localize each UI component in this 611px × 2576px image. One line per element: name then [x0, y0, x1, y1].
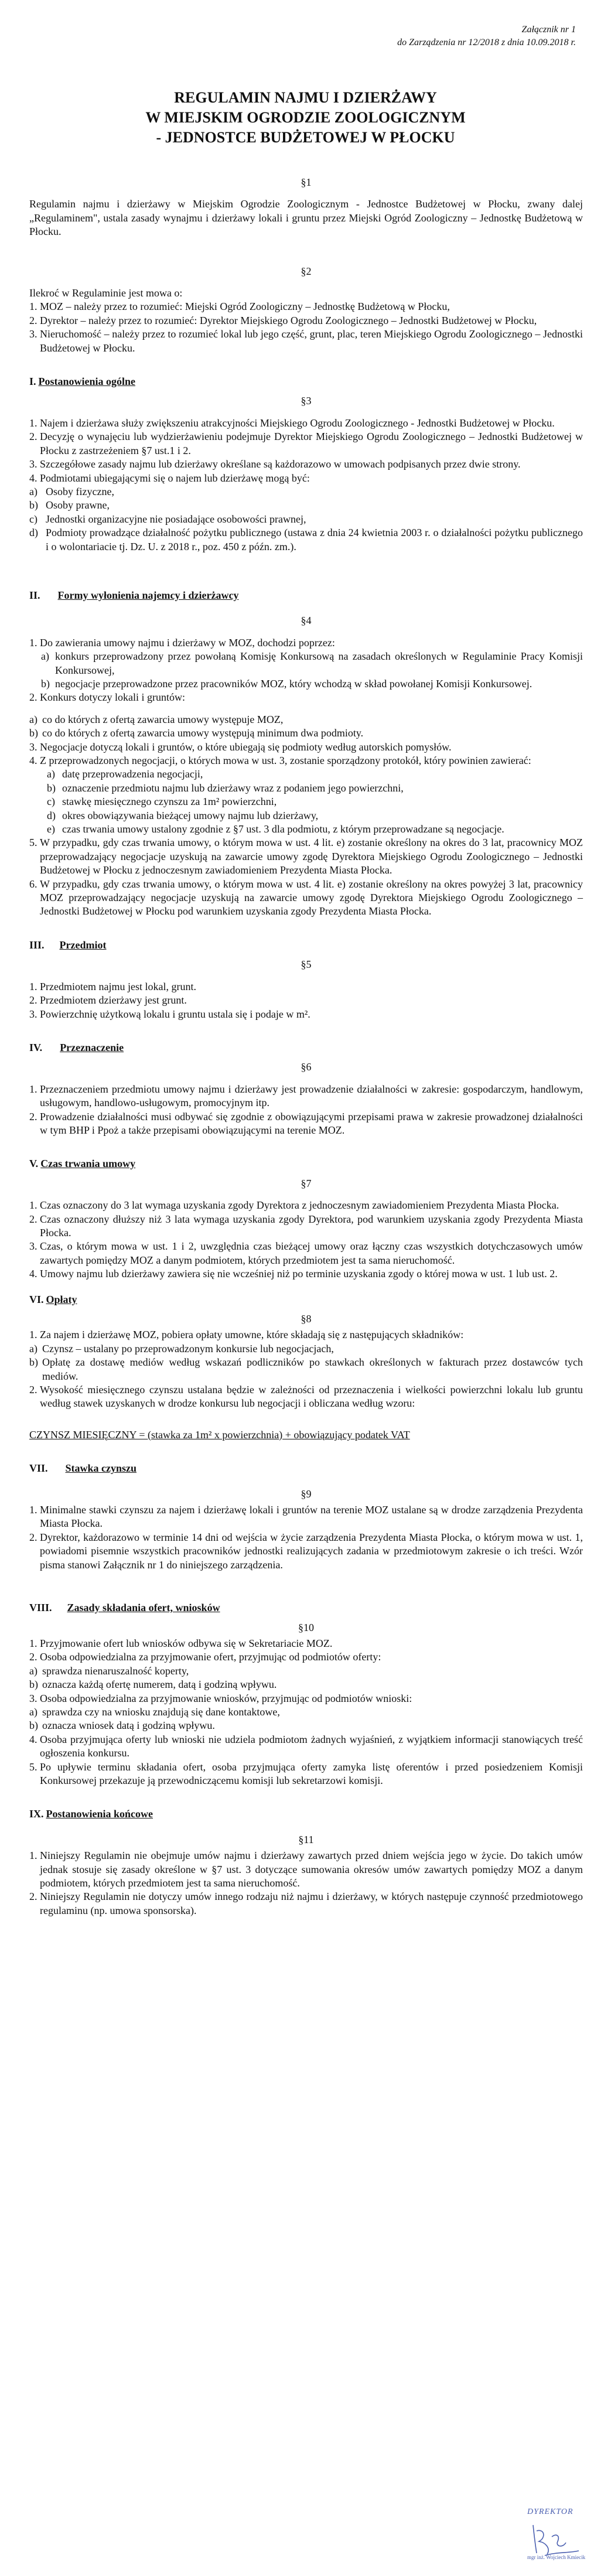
list-item: 2. Wysokość miesięcznego czynszu ustalana będzie w zależności od przeznaczenia i wielkości powierzchni lokalu lub gruntu według stawek uzyskanych w drodze konkursu lub negocjacji i obliczana według wzoru:: [29, 1384, 583, 1410]
paragraph-3-sublist: [29, 485, 583, 554]
list-item: 2. Prowadzenie działalności musi odbywać się zgodnie z obowiązującymi przepisami prawa w zakresie prowadzonej działalności w tym BHP i Ppoż a także przepisami obowiązującymi na terenie MOZ.: [29, 1110, 583, 1136]
title-line-2: W MIEJSKIM OGRODZIE ZOOLOGICZNYM: [145, 109, 466, 126]
list-item: 5. Po upływie terminu składania ofert, osoba przyjmująca oferty zamyka listę oferentów i przed posiedzeniem Komisji Konkursowej przekazuje ją przewodniczącemu komisji lub sekretarzowi komisji.: [29, 1760, 583, 1786]
list-item: 1. Najem i dzierżawa służy zwiększeniu atrakcyjności Miejskiego Ogrodu Zoologicznego - Jednostki Budżetowej w Płocku.: [29, 417, 555, 429]
list-item: a) Czynsz – ustalany po przeprowadzonym konkursie lub negocjacjach,: [29, 1342, 334, 1354]
list-item: 2. Konkurs dotyczy lokali i gruntów:: [29, 691, 185, 704]
list-item: 2. Dyrektor – należy przez to rozumieć: Dyrektor Miejskiego Ogrodu Zoologicznego – Jednostki Budżetowej w Płocku,: [29, 314, 537, 326]
list-item: 2. Osoba odpowiedzialna za przyjmowanie ofert, przyjmując od podmiotów oferty:: [29, 1651, 381, 1663]
definitions-list: [29, 300, 583, 355]
title-line-3: - JEDNOSTCE BUDŻETOWEJ W PŁOCKU: [156, 129, 455, 146]
list-item: a) konkurs przeprowadzony przez powołaną Komisję Konkursową na zasadach określonych w Regulaminie Pracy Komisji Konkursowej,: [41, 650, 583, 676]
list-item: b) Osoby prawne,: [29, 499, 110, 511]
list-item: b) Opłatę za dostawę mediów według wskazań podliczników po stawkach określonych w fakturach przez dostawców tych mediów.: [29, 1356, 583, 1382]
paragraph-3-list: [29, 417, 583, 485]
list-item: 1. Przeznaczeniem przedmiotu umowy najmu i dzierżawy jest prowadzenie działalności w zakresie: gospodarczym, handlowym, usługowym, handlowo-usługowym, promocyjnym itp.: [29, 1083, 583, 1109]
list-item: 5. W przypadku, gdy czas trwania umowy, o którym mowa w ust. 4 lit. e) zostanie określony na okres do 3 lat, pracownicy MOZ przeprowadzający negocjacje uzyskują na zawarcie umowy zgodę Dyrektora Miejskiego Ogrodu Zoologicznego – Jednostki Budżetowej w Płocku z jednoczesnym zawiadomieniem Prezydenta Miasta Płocka.: [29, 837, 583, 876]
list-item: 2. Decyzję o wynajęciu lub wydzierżawieniu podejmuje Dyrektor Miejskiego Ogrodu Zoologicznego – Jednostki Budżetowej w Płocku z zastrzeżeniem §7 ust.1 i 2.: [29, 431, 583, 456]
list-item: 2. Przedmiotem dzierżawy jest grunt.: [29, 994, 187, 1006]
rent-formula: CZYNSZ MIESIĘCZNY = (stawka za 1m² x powierzchnia) + obowiązujący podatek VAT: [29, 1428, 410, 1441]
paragraph-heading-10: §10: [298, 1621, 314, 1633]
signature-role: DYREKTOR: [527, 2507, 574, 2516]
list-item: b) negocjacje przeprowadzone przez pracowników MOZ, który wchodzą w skład powołanej Komisji Konkursowej.: [41, 677, 533, 690]
director-signature: [510, 2507, 586, 2566]
list-item: 4. Z przeprowadzonych negocjacji, o których mowa w ust. 3, zostanie sporządzony protokół, który powinien zawierać:: [29, 755, 531, 766]
paragraph-heading-4: §4: [301, 615, 312, 627]
list-item: 1. Przyjmowanie ofert lub wniosków odbywa się w Sekretariacie MOZ.: [29, 1637, 333, 1649]
list-item: 4. Umowy najmu lub dzierżawy zawiera się nie wcześniej niż po terminie uzyskania zgody o której mowa w ust. 1 lub ust. 2.: [29, 1268, 558, 1280]
list-item: d) Podmioty prowadzące działalność pożytku publicznego (ustawa z dnia 24 kwietnia 2003 r. o działalności pożytku publicznego i o wolontariacie tj. Dz. U. z 2018 r., poz. 450 z późn. zm.).: [29, 527, 583, 552]
list-item: a) Osoby fizyczne,: [29, 485, 114, 497]
list-item: 1. Niniejszy Regulamin nie obejmuje umów najmu i dzierżawy zawartych przed dniem wejścia jego w życie. Do takich umów jednak stosuje się zasady określone w §7 ust. 3 dotyczące sumowania okresów umów zawartych pomiędzy MOZ a danym podmiotem, których przedmiotem jest ta sama nieruchomość.: [29, 1850, 583, 1889]
list-item: 1. Minimalne stawki czynszu za najem i dzierżawę lokali i gruntów na terenie MOZ ustalane są w drodze zarządzenia Prezydenta Miasta Płocka.: [29, 1504, 583, 1530]
list-item: 2. Dyrektor, każdorazowo w terminie 14 dni od wejścia w życie zarządzenia Prezydenta Miasta Płocka, o którym mowa w ust. 1, powiadomi pisemnie wszystkich pracowników jednostki realizujących zadania w przedmiotowym zakresie o ich treści. Wzór pisma stanowi Załącznik nr 1 do niniejszego zarządzenia.: [29, 1531, 583, 1571]
paragraph-5-list: [29, 980, 583, 1021]
list-item: 3. Czas, o którym mowa w ust. 1 i 2, uwzględnia czas bieżącej umowy oraz łączny czas wszystkich dotychczasowych umów zawartych pomiędzy MOZ a danym podmiotem, których przedmiotem jest ta sama nieruchomość.: [29, 1240, 583, 1266]
section-heading-9: IX. Postanowienia końcowe: [29, 1808, 153, 1820]
list-item: d) okres obowiązywania bieżącej umowy najmu lub dzierżawy,: [47, 809, 319, 821]
list-item: 4. Osoba przyjmująca oferty lub wnioski nie udziela podmiotom żadnych wyjaśnień, z wyjątkiem informacji stanowiących treść ogłoszenia konkursu.: [29, 1733, 583, 1759]
section-heading-8: VIII. Zasady składania ofert, wniosków: [29, 1602, 220, 1614]
list-item: 4. Podmiotami ubiegającymi się o najem lub dzierżawę mogą być:: [29, 472, 310, 484]
list-item: 1. Czas oznaczony do 3 lat wymaga uzyskania zgody Dyrektora z jednoczesnym zawiadomieniem Prezydenta Miasta Płocka.: [29, 1199, 559, 1212]
list-item: 6. W przypadku, gdy czas trwania umowy, o którym mowa w ust. 4 lit. e) zostanie określony na okres powyżej 3 lat, pracownicy MOZ przeprowadzający negocjacje uzyskują na zawarcie umowy zgodę Dyrektora Miejskiego Ogrodu Zoologicznego – Jednostki Budżetowej w Płocku pod warunkiem uzyskania zgody Prezydenta Miasta Płocka.: [29, 878, 583, 917]
list-item: 1. MOZ – należy przez to rozumieć: Miejski Ogród Zoologiczny – Jednostkę Budżetową w Płocku,: [29, 301, 450, 313]
list-item: b) oznaczenie przedmiotu najmu lub dzierżawy wraz z podaniem jego powierzchni,: [47, 782, 404, 794]
list-item: 2. Niniejszy Regulamin nie dotyczy umów innego rodzaju niż najmu i dzierżawy, w których następuje czynność przedmiotowego regulaminu (np. umowa sponsorska).: [29, 1891, 583, 1916]
paragraph-heading-1: §1: [301, 176, 312, 188]
signature-name: mgr inż. Wojciech Kmiecik: [527, 2554, 586, 2560]
paragraph-1-text: Regulamin najmu i dzierżawy w Miejskim Ogrodzie Zoologicznym - Jednostce Budżetowej w Płocku, zwany dalej „Regulaminem", ustala zasady wynajmu i dzierżawy lokali i gruntu przez Miejski Ogród Zoologiczny – Jednostkę Budżetową w Płocku.: [29, 198, 583, 238]
list-item: b) oznacza każdą ofertę numerem, datą i godziną wpływu.: [29, 1678, 277, 1691]
list-item: 1. Przedmiotem najmu jest lokal, grunt.: [29, 980, 196, 992]
list-item: 3. Osoba odpowiedzialna za przyjmowanie wniosków, przyjmując od podmiotów wnioski:: [29, 1692, 412, 1704]
list-item: b) oznacza wniosek datą i godziną wpływu.: [29, 1719, 215, 1732]
list-item: a) co do których z ofertą zawarcia umowy występuje MOZ,: [29, 713, 284, 725]
list-item: e) czas trwania umowy ustalony zgodnie z §7 ust. 3 dla podmiotu, z którym przeprowadzane są negocjacje.: [47, 823, 504, 835]
list-item: a) sprawdza nienaruszalność koperty,: [29, 1664, 189, 1677]
list-item: 3. Powierzchnię użytkową lokalu i gruntu ustala się i podaje w m².: [29, 1008, 310, 1020]
section-heading-1: I. Postanowienia ogólne: [29, 376, 136, 388]
title-line-1: REGULAMIN NAJMU I DZIERŻAWY: [174, 89, 437, 106]
list-item: 3. Szczegółowe zasady najmu lub dzierżawy określane są każdorazowo w umowach podpisanych przez dwie strony.: [29, 458, 521, 470]
paragraph-7-list: [29, 1199, 583, 1281]
list-item: c) stawkę miesięcznego czynszu za 1m² powierzchni,: [47, 796, 277, 808]
paragraph-9-list: [29, 1503, 583, 1572]
list-item: 2. Czas oznaczony dłuższy niż 3 lata wymaga uzyskania zgody Dyrektora, pod warunkiem uzyskania zgody Prezydenta Miasta Płocka.: [29, 1213, 583, 1238]
paragraph-heading-9: §9: [301, 1487, 312, 1500]
paragraph-heading-6: §6: [301, 1061, 312, 1073]
attachment-reference: do Zarządzenia nr 12/2018 z dnia 10.09.2018 r.: [397, 37, 576, 47]
paragraph-heading-2: §2: [301, 265, 312, 277]
section-heading-5: V. Czas trwania umowy: [29, 1158, 136, 1170]
paragraph-heading-8: §8: [301, 1313, 312, 1325]
section-heading-4: IV. Przeznaczenie: [29, 1041, 124, 1053]
list-item: 1. Za najem i dzierżawę MOZ, pobiera opłaty umowne, które składają się z następujących składników:: [29, 1329, 464, 1341]
paragraph-2-intro: Ilekroć w Regulaminie jest mowa o:: [29, 287, 183, 299]
list-item: 3. Nieruchomość – należy przez to rozumieć lokal lub jego część, grunt, plac, teren Miejskiego Ogrodu Zoologicznego – Jednostki Budżetowej w Płocku.: [29, 328, 583, 354]
list-item: a) sprawdza czy na wniosku znajdują się dane kontaktowe,: [29, 1705, 280, 1718]
paragraph-6-list: [29, 1083, 583, 1138]
paragraph-heading-5: §5: [301, 958, 312, 971]
section-heading-7: VII. Stawka czynszu: [29, 1462, 137, 1475]
section-heading-3: III. Przedmiot: [29, 939, 107, 951]
document-body: [29, 176, 583, 1918]
paragraph-heading-3: §3: [301, 395, 312, 407]
attachment-number: Załącznik nr 1: [521, 25, 576, 35]
paragraph-heading-11: §11: [298, 1833, 314, 1845]
paragraph-11-list: [29, 1849, 583, 1918]
paragraph-heading-7: §7: [301, 1177, 312, 1189]
list-item: a) datę przeprowadzenia negocjacji,: [47, 768, 203, 780]
list-item: c) Jednostki organizacyjne nie posiadające osobowości prawnej,: [29, 513, 306, 525]
document-title: [0, 88, 611, 148]
attachment-note: [397, 23, 576, 49]
section-heading-2: II. Formy wyłonienia najemcy i dzierżawcy: [29, 589, 239, 601]
list-item: b) co do których z ofertą zawarcia umowy występują minimum dwa podmioty.: [29, 727, 364, 739]
list-item: 3. Negocjacje dotyczą lokali i gruntów, o które ubiegają się podmioty według autorskich pomysłów.: [29, 741, 452, 753]
list-item: 1. Do zawierania umowy najmu i dzierżawy w MOZ, dochodzi poprzez:: [29, 636, 335, 649]
section-heading-6: VI. Opłaty: [29, 1293, 77, 1305]
